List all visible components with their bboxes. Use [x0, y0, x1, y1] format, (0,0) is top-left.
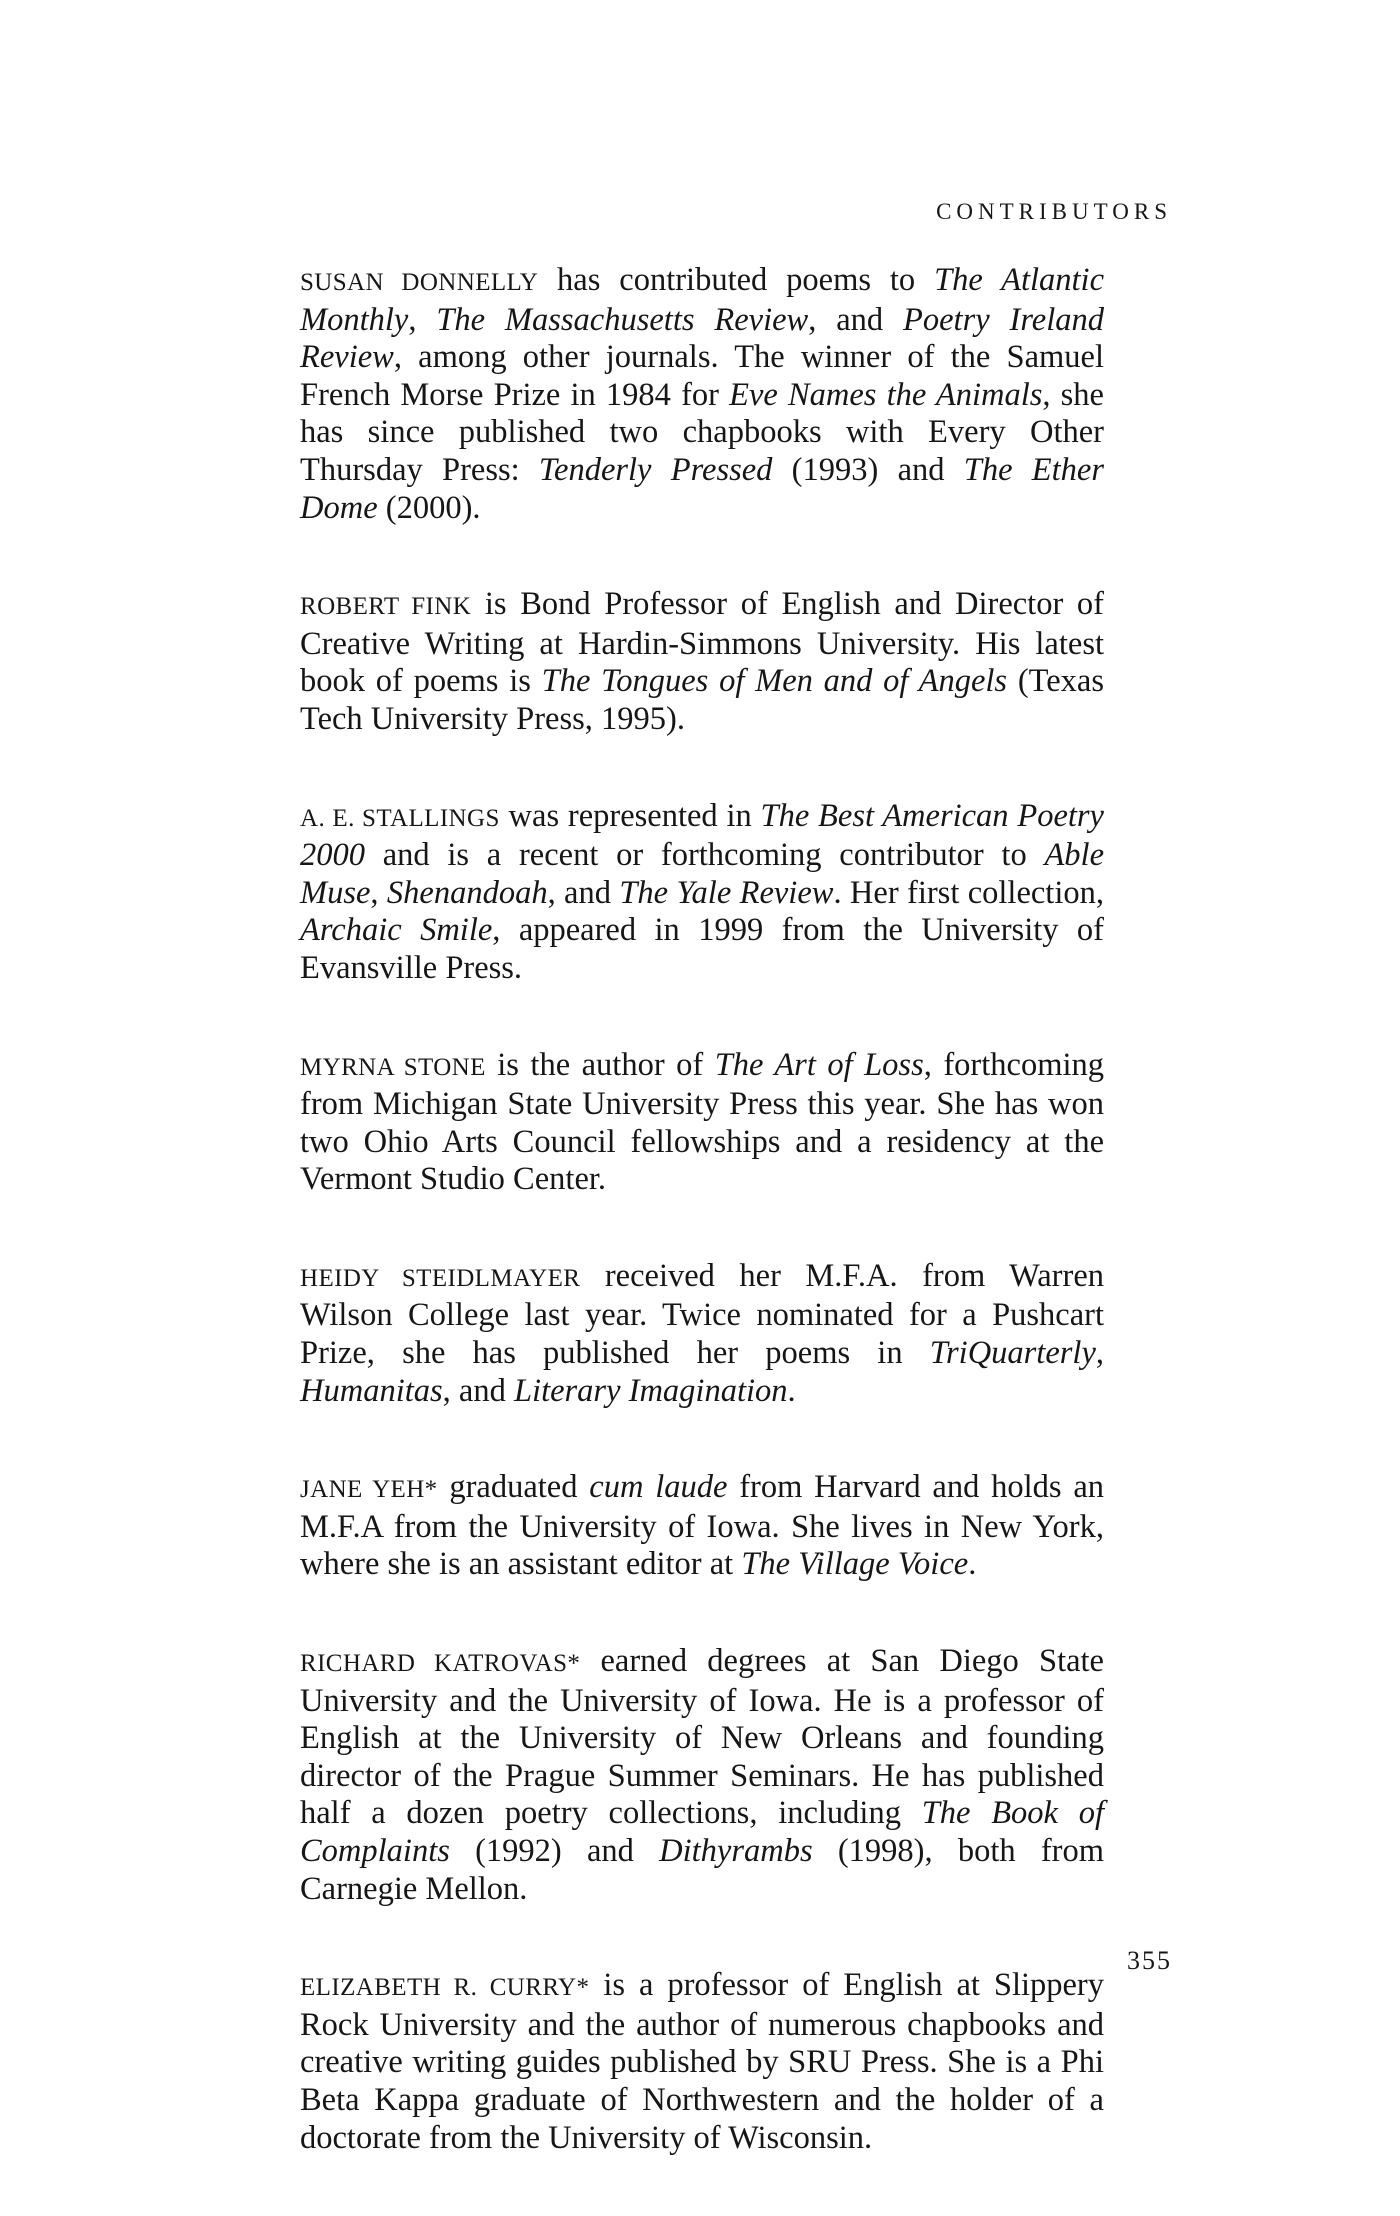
bio-text: and is a recent or forthcoming contributor to — [365, 837, 1045, 874]
bio-text: , — [370, 874, 387, 911]
bio-text: , among other journals. The winner of the Samuel French Morse Prize in 1984 for — [300, 339, 1104, 413]
bio-text: (Texas Tech University Press, 1995). — [300, 663, 1104, 737]
contributor-name: A. E. STALLINGS — [300, 804, 500, 832]
contributor-name: ROBERT FINK — [300, 593, 472, 621]
bio-text: , she has since published two chapbooks with Every Other Thursday Press: — [300, 376, 1104, 488]
italic-title: The Village Voice — [741, 1546, 969, 1583]
bio-text: has contributed poems to — [538, 262, 935, 298]
bio-text: , — [408, 301, 437, 338]
bio-text: earned degrees at San Diego State University and the University of Iowa. He is a professor of English at the University of New Orleans and founding director of the Prague Summer Seminars. He has published half a dozen poetry collections, including — [300, 1643, 1104, 1832]
italic-title: Archaic Smile — [300, 912, 493, 949]
bio-text: , and — [808, 301, 904, 338]
contributor-name: JANE YEH* — [300, 1476, 438, 1504]
contributor-name: HEIDY STEIDLMAYER — [300, 1264, 581, 1292]
bio-text: , appeared in 1999 from the University of Evansville Press. — [300, 912, 1104, 986]
italic-title: Poetry Ireland Review — [300, 301, 1104, 376]
contributor-name: RICHARD KATROVAS* — [300, 1650, 581, 1678]
bio-text: (1993) and — [772, 451, 964, 488]
contributor-name: MYRNA STONE — [300, 1053, 486, 1081]
italic-title: Able Muse — [300, 837, 1104, 911]
contributor-name: SUSAN DONNELLY — [300, 269, 539, 296]
italic-title: Eve Names the Animals — [729, 376, 1043, 413]
bio-text: from Harvard and holds an M.F.A from the University of Iowa. She lives in New York, where she is an assistant editor at — [300, 1469, 1104, 1583]
bio-text: , and — [547, 874, 620, 911]
italic-title: Literary Imagination — [513, 1372, 788, 1409]
contributor-entry — [300, 1258, 1104, 1410]
bio-text: is the author of — [485, 1046, 715, 1083]
italic-title: The Book of Complaints — [300, 1795, 1104, 1869]
bio-text: . Her first collection, — [833, 874, 1104, 911]
bio-text: (1992) and — [449, 1833, 660, 1869]
contributor-entry — [300, 1643, 1104, 1908]
bio-text: , forthcoming from Michigan State University Press this year. She has won two Ohio Arts Council fellowships and a residency at the Vermont Studio Center. — [300, 1046, 1104, 1198]
italic-title: The Yale Review — [619, 874, 834, 911]
page-number: 355 — [1127, 1946, 1172, 1975]
bio-text: graduated — [437, 1469, 590, 1506]
contributor-entry — [300, 262, 1104, 527]
bio-text: , and — [442, 1372, 514, 1409]
italic-title: Humanitas — [300, 1372, 443, 1409]
bio-text: is a professor of English at Slippery Rock University and the author of numerous chapbooks and creative writing guides published by SRU Press. She is a Phi Beta Kappa graduate of Northwestern and the holder of a doctorate from the University of Wisconsin. — [300, 1967, 1104, 2156]
bio-text: . — [968, 1546, 977, 1583]
running-head: CONTRIBUTORS — [936, 199, 1172, 224]
italic-title: The Massachusetts Review — [436, 301, 809, 338]
italic-title: Tenderly Pressed — [538, 451, 773, 488]
bio-text: received her M.F.A. from Warren Wilson College last year. Twice nominated for a Pushcart Prize, she has published her poems in — [300, 1257, 1105, 1372]
italic-title: TriQuarterly — [929, 1335, 1096, 1372]
italic-title: cum laude — [589, 1469, 728, 1506]
italic-title: The Best American Poetry 2000 — [300, 797, 1104, 874]
italic-title: Shenandoah — [386, 874, 548, 911]
italic-title: The Tongues of Men and of Angels — [541, 663, 1008, 700]
contributor-entry — [300, 1469, 1104, 1584]
contributor-list — [300, 262, 1104, 2216]
bio-text: , — [1095, 1335, 1104, 1372]
contributor-entry — [300, 1967, 1104, 2157]
italic-title: Dithyrambs — [659, 1833, 813, 1869]
italic-title: The Art of Loss — [714, 1046, 924, 1083]
bio-text: (1998), both from Carnegie Mellon. — [300, 1833, 1104, 1907]
contributor-entry — [300, 586, 1104, 738]
bio-text: (2000). — [377, 489, 481, 526]
italic-title: The Ether Dome — [300, 451, 1104, 526]
contributor-name: ELIZABETH R. CURRY* — [300, 1974, 590, 2002]
bio-text: is Bond Professor of English and Director of Creative Writing at Hardin-Simmons University. His latest book of poems is — [300, 586, 1105, 700]
italic-title: The Atlantic Monthly — [300, 262, 1105, 338]
bio-text: was represented in — [499, 797, 761, 834]
contributor-entry — [300, 1047, 1104, 1199]
bio-text: . — [787, 1372, 796, 1409]
contributor-entry — [300, 798, 1104, 988]
